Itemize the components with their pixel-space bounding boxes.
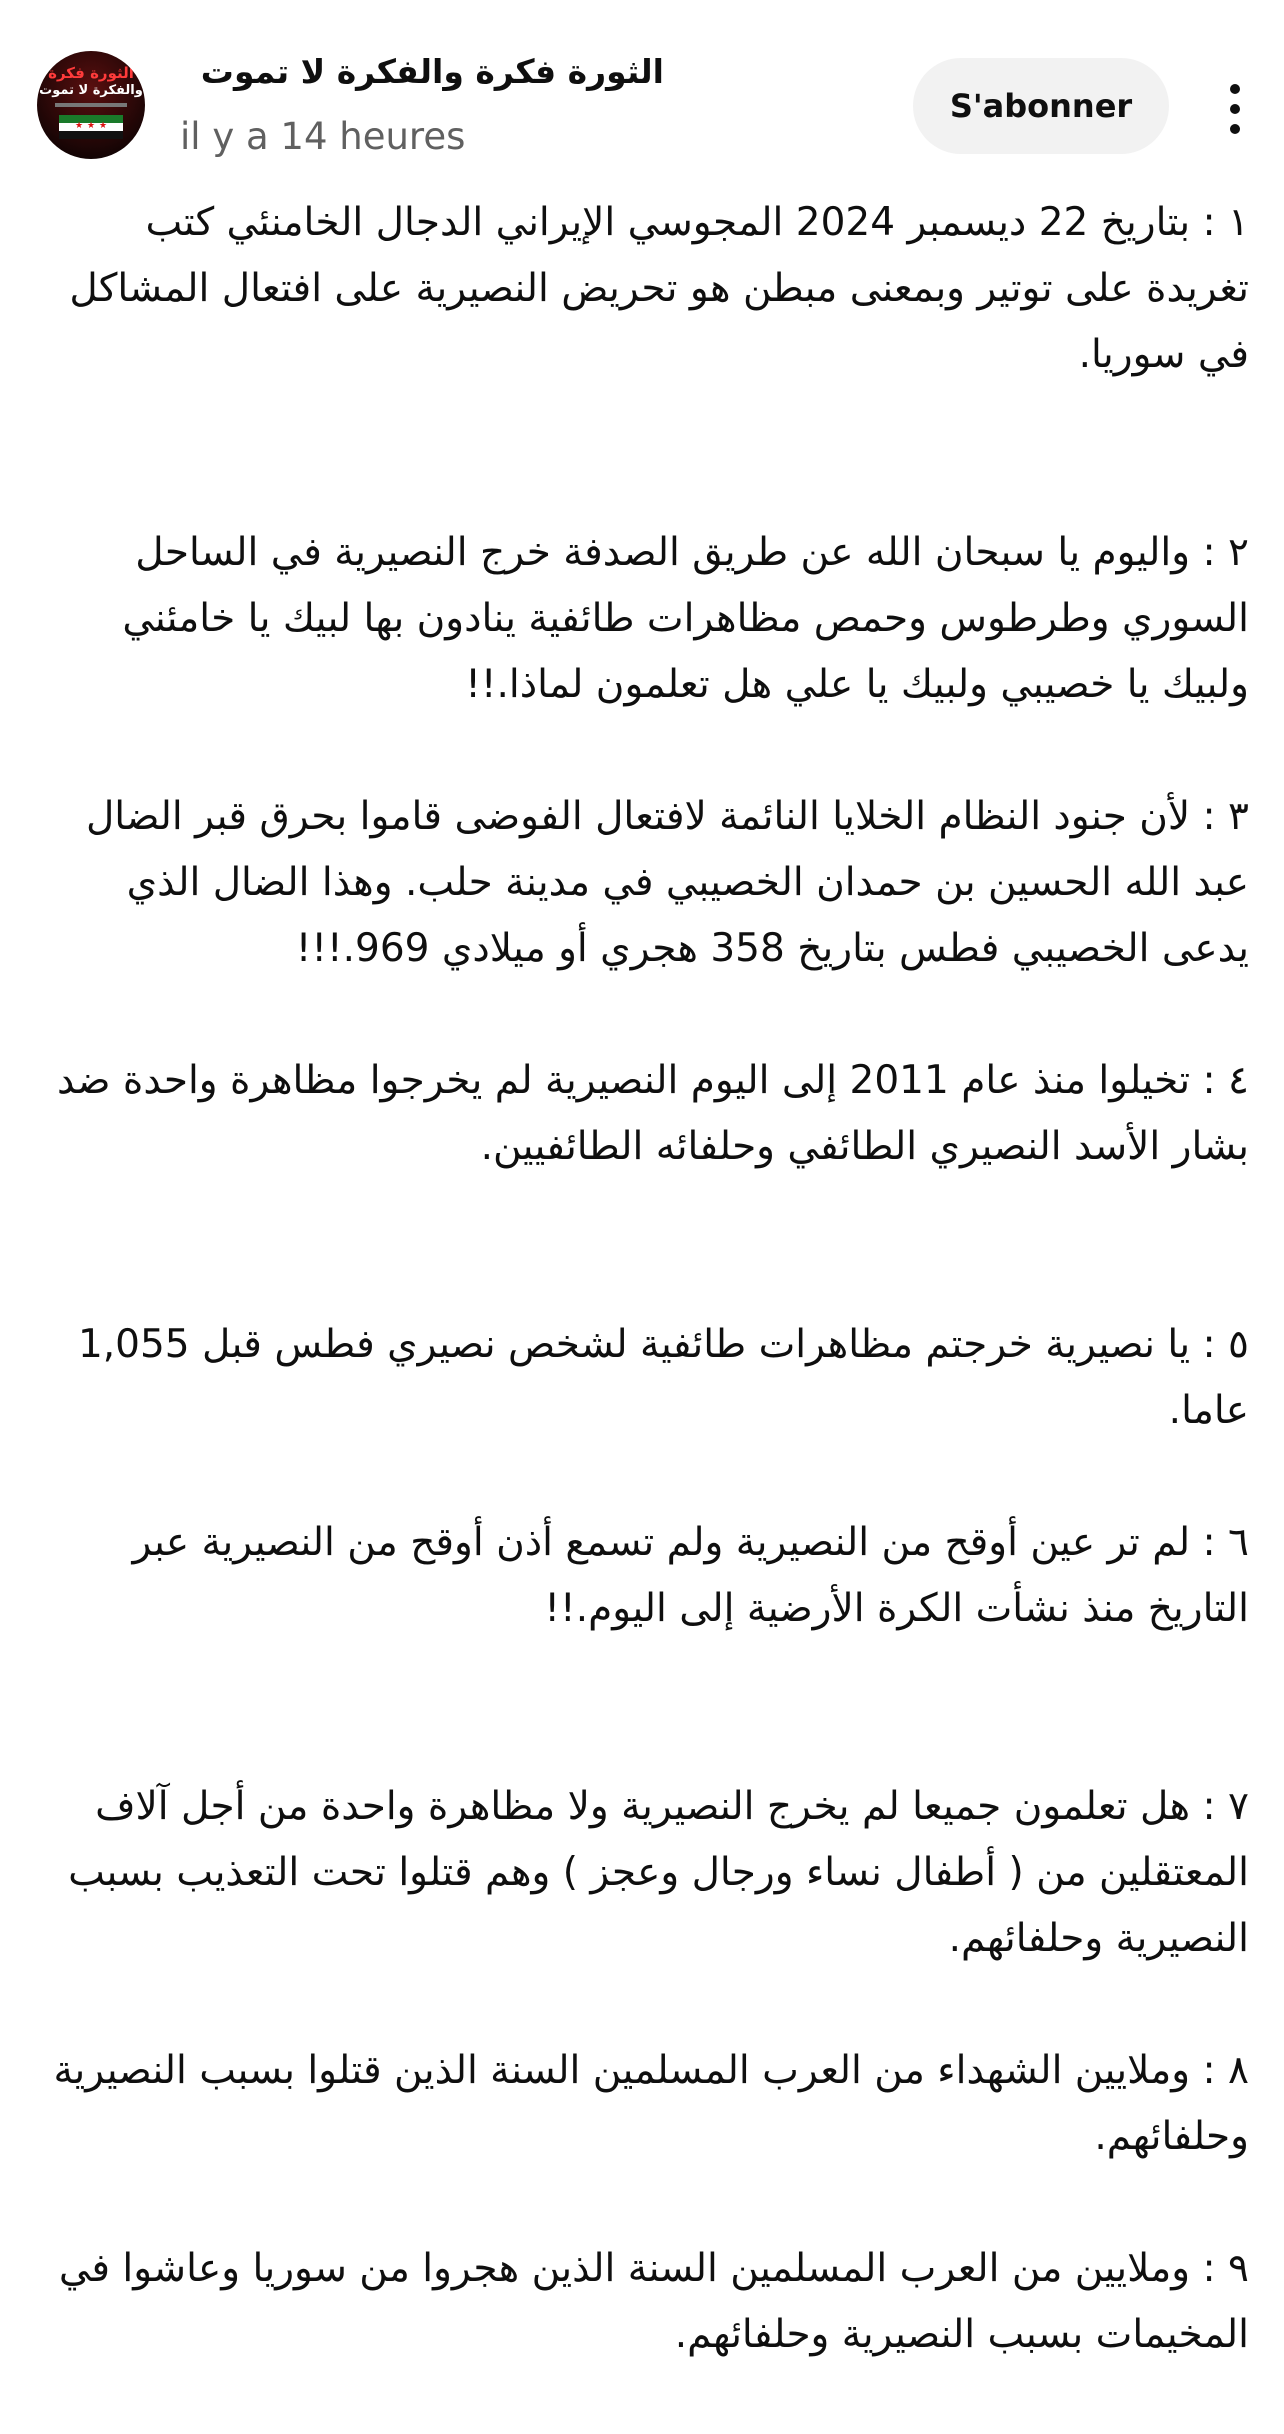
post-paragraph-2: ٢ : واليوم يا سبحان الله عن طريق الصدفة خرج النصيرية في الساحل السوري وطرطوس وحمص مظاهرات طائفية ينادون بها لبيك يا خامئني ولبيك يا خصيبي ولبيك يا علي هل تعلمون لماذا.!! bbox=[122, 530, 1249, 707]
post-paragraph-8: ٨ : وملايين الشهداء من العرب المسلمين السنة الذين قتلوا بسبب النصيرية وحلفائهم. bbox=[53, 2048, 1249, 2159]
channel-avatar[interactable] bbox=[37, 51, 145, 159]
post-paragraph-9: ٩ : وملايين من العرب المسلمين السنة الذين هجروا من سوريا وعاشوا في المخيمات بسبب النصيرية وحلفائهم. bbox=[58, 2246, 1249, 2357]
post-paragraph-5: ٥ : يا نصيرية خرجتم مظاهرات طائفية لشخص نصيري فطس قبل 1,055 عاما. bbox=[77, 1322, 1249, 1433]
more-dot bbox=[1230, 124, 1240, 134]
more-dot bbox=[1230, 84, 1240, 94]
post-paragraph-7: ٧ : هل تعلمون جميعا لم يخرج النصيرية ولا مظاهرة واحدة من أجل آلاف المعتقلين من ( أطفال نساء ورجال وعجز ) وهم قتلوا تحت التعذيب بسبب النصيرية وحلفائهم. bbox=[68, 1784, 1249, 1961]
avatar-text-line2: والفكرة لا تموت bbox=[39, 83, 143, 98]
avatar-divider bbox=[55, 103, 127, 107]
post-body bbox=[37, 190, 1249, 2434]
post-timestamp: il y a 14 heures bbox=[180, 115, 466, 158]
flag-star-icon: ★ bbox=[87, 121, 96, 131]
channel-name[interactable]: الثورة فكرة والفكرة لا تموت bbox=[200, 52, 664, 91]
flag-star-icon: ★ bbox=[75, 121, 84, 131]
more-options-icon[interactable] bbox=[1222, 82, 1250, 136]
post-paragraph-3: ٣ : لأن جنود النظام الخلايا النائمة لافتعال الفوضى قاموا بحرق قبر الضال عبد الله الحسين بن حمدان الخصيبي في مدينة حلب. وهذا الضال الذي يدعى الخصيبي فطس بتاريخ 358 هجري أو ميلادي 969.!!! bbox=[85, 794, 1249, 971]
post-header bbox=[0, 0, 1284, 190]
flag-star-icon: ★ bbox=[99, 121, 108, 131]
avatar-text-line1: الثورة فكرة bbox=[48, 64, 134, 82]
more-dot bbox=[1230, 104, 1240, 114]
post-paragraph-1: ١ : بتاريخ 22 ديسمبر 2024 المجوسي الإيراني الدجال الخامنئي كتب تغريدة على توتير وبمعنى مبطن هو تحريض النصيرية على افتعال المشاكل في سوريا. bbox=[69, 200, 1249, 377]
post-paragraph-4: ٤ : تخيلوا منذ عام 2011 إلى اليوم النصيرية لم يخرجوا مظاهرة واحدة ضد بشار الأسد النصيري الطائفي وحلفائه الطائفيين. bbox=[56, 1058, 1249, 1169]
post-paragraph-6: ٦ : لم تر عين أوقح من النصيرية ولم تسمع أذن أوقح من النصيرية عبر التاريخ منذ نشأت الكرة الأرضية إلى اليوم.!! bbox=[132, 1520, 1249, 1631]
subscribe-button[interactable]: S'abonner bbox=[913, 58, 1169, 154]
flag-stripe-black bbox=[59, 131, 123, 139]
